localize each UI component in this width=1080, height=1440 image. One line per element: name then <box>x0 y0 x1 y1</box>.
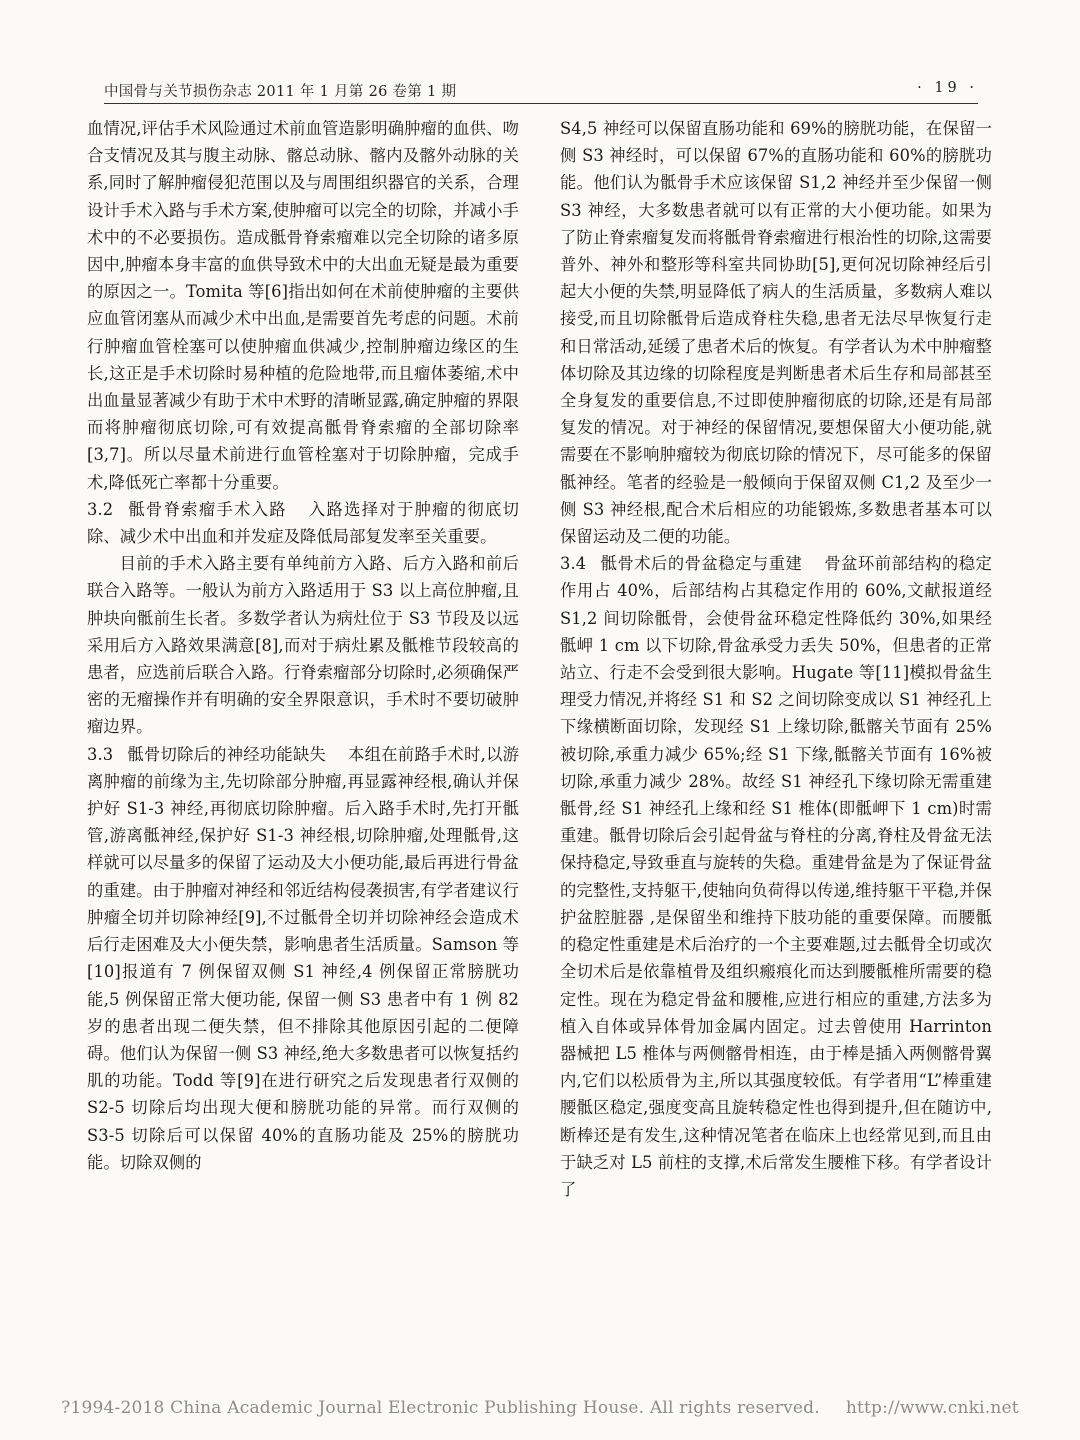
section-number: 3.4 <box>560 554 587 574</box>
section-text: 入路选择对于肿瘤的彻底切除、减少术中出血和并发症及降低局部复发率至关重要。 <box>87 499 519 547</box>
section-3-3 <box>87 741 519 1176</box>
section-text: 本组在前路手术时,以游离肿瘤的前缘为主,先切除部分肿瘤,再显露神经根,确认并保护好 S1-3 神经,再彻底切除肿瘤。后入路手术时,先打开骶管,游离骶神经,保护好 S1-3 神经根,切除肿瘤,处理骶骨,这样就可以尽量多的保留了运动及大小便功能,最后再进行骨盆的重建。由于肿瘤对神经和邻近结构侵袭损害,有学者建议行肿瘤全切并切除神经[9],不过骶骨全切并切除神经会造成术后行走困难及大小便失禁，影响患者生活质量。Samson 等[10]报道有 7 例保留双侧 S1 神经,4 例保留正常膀胱功能,5 例保留正常大便功能, 保留一侧 S3 患者中有 1 例 82 岁的患者出现二便失禁，但不排除其他原因引起的二便障碍。他们认为保留一侧 S3 神经,绝大多数患者可以恢复括约肌的功能。Todd 等[9]在进行研究之后发现患者行双侧的 S2-5 切除后均出现大便和膀胱功能的异常。而行双侧的 S3-5 切除后可以保留 40%的直肠功能及 25%的膀胱功能。切除双侧的 <box>87 744 519 1172</box>
section-3-4 <box>560 550 992 1203</box>
section-title: 骶骨术后的骨盆稳定与重建 <box>600 554 803 574</box>
paragraph: 血情况,评估手术风险通过术前血管造影明确肿瘤的血供、吻合支情况及其与腹主动脉、髂总动脉、髂内及髂外动脉的关系,同时了解肿瘤侵犯范围以及与周围组织器官的关系，合理设计手术入路与手术方案,使肿瘤可以完全的切除，并减小手术中的不必要损伤。造成骶骨脊索瘤难以完全切除的诸多原因中,肿瘤本身丰富的血供导致术中的大出血无疑是最为重要的原因之一。Tomita 等[6]指出如何在术前使肿瘤的主要供应血管闭塞从而减少术中出血,是需要首先考虑的问题。术前行肿瘤血管栓塞可以使肿瘤血供减少,控制肿瘤边缘区的生长,这正是手术切除时易种植的危险地带,而且瘤体萎缩,术中出血量显著减少有助于术中术野的清晰显露,确定肿瘤的界限而将肿瘤彻底切除,可有效提高骶骨脊索瘤的全部切除率[3,7]。所以尽量术前进行血管栓塞对于切除肿瘤，完成手术,降低死亡率都十分重要。 <box>87 119 519 492</box>
left-column <box>87 115 519 1395</box>
header-rule <box>104 103 978 104</box>
section-title: 骶骨切除后的神经功能缺失 <box>127 744 327 764</box>
copyright-footer <box>0 1398 1080 1418</box>
footer-url[interactable]: http://www.cnki.net <box>845 1398 1019 1418</box>
paragraph: 目前的手术入路主要有单纯前方入路、后方入路和前后联合入路等。一般认为前方入路适用于 S3 以上高位肿瘤,且肿块向骶前生长者。多数学者认为病灶位于 S3 节段及以远采用后方入路效果满意[8],而对于病灶累及骶椎节段较高的患者，应选前后联合入路。行脊索瘤部分切除时,必须确保严密的无瘤操作并有明确的安全界限意识，手术时不要切破肿瘤边界。 <box>87 554 519 737</box>
copyright-text: ?1994-2018 China Academic Journal Electronic Publishing House. All rights reserved. <box>61 1398 820 1418</box>
section-3-2 <box>87 496 519 550</box>
journal-citation: 中国骨与关节损伤杂志 2011 年 1 月第 26 卷第 1 期 <box>104 84 457 100</box>
page-number: · 19 · <box>917 80 978 96</box>
paragraph: S4,5 神经可以保留直肠功能和 69%的膀胱功能，在保留一侧 S3 神经时，可以保留 67%的直肠功能和 60%的膀胱功能。他们认为骶骨手术应该保留 S1,2 神经并至少保留一侧 S3 神经，大多数患者就可以有正常的大小便功能。如果为了防止脊索瘤复发而将骶骨脊索瘤进行根治性的切除,这需要普外、神外和整形等科室共同协助[5],更何况切除神经后引起大小便的失禁,明显降低了病人的生活质量，多数病人难以接受,而且切除骶骨后造成脊柱失稳,患者无法尽早恢复行走和日常活动,延缓了患者术后的恢复。有学者认为术中肿瘤整体切除及其边缘的切除程度是判断患者术后生存和局部甚至全身复发的重要信息,不过即使肿瘤彻底的切除,还是有局部复发的情况。对于神经的保留情况,要想保留大小便功能,就需要在不影响肿瘤较为彻底切除的情况下，尽可能多的保留骶神经。笔者的经验是一般倾向于保留双侧 C1,2 及至少一侧 S3 神经根,配合术后相应的功能锻炼,多数患者基本可以保留运动及二便的功能。 <box>560 119 992 547</box>
right-column <box>560 115 992 1395</box>
section-title: 骶骨脊索瘤手术入路 <box>127 499 287 519</box>
section-number: 3.2 <box>87 499 114 519</box>
section-number: 3.3 <box>87 744 114 764</box>
running-header <box>104 78 978 104</box>
section-text: 骨盆环前部结构的稳定作用占 40%，后部结构占其稳定作用的 60%,文献报道经S1,2 间切除骶骨，会使骨盆环稳定性降低约 30%,如果经骶岬 1 cm 以下切除,骨盆承受力丢失 50%，但患者的正常站立、行走不会受到很大影响。Hugate 等[11]模拟骨盆生理受力情况,并将经 S1 和 S2 之间切除变成以 S1 神经孔上下缘横断面切除，发现经 S1 上缘切除,骶髂关节面有 25%被切除,承重力减少 65%;经 S1 下缘,骶髂关节面有 16%被切除,承重力减少 28%。故经 S1 神经孔下缘切除无需重建骶骨,经 S1 神经孔上缘和经 S1 椎体(即骶岬下 1 cm)时需重建。骶骨切除后会引起骨盆与脊柱的分离,脊柱及骨盆无法保持稳定,导致垂直与旋转的失稳。重建骨盆是为了保证骨盆的完整性,支持躯干,使轴向负荷得以传递,维持躯干平稳,并保护盆腔脏器 ,是保留坐和维持下肢功能的重要保障。而腰骶的稳定性重建是术后治疗的一个主要难题,过去骶骨全切或次全切术后是依靠植骨及组织瘢痕化而达到腰骶椎所需要的稳定性。现在为稳定骨盆和腰椎,应进行相应的重建,方法多为植入自体或异体骨加金属内固定。过去曾使用 Harrinton 器械把 L5 椎体与两侧髂骨相连，由于棒是插入两侧髂骨翼内,它们以松质骨为主,所以其强度较低。有学者用“L”棒重建腰骶区稳定,强度变高且旋转稳定性也得到提升,但在随访中,断棒还是有发生,这种情况笔者在临床上也经常见到,而且由于缺乏对 L5 前柱的支撑,术后常发生腰椎下移。有学者设计了 <box>560 554 992 1199</box>
